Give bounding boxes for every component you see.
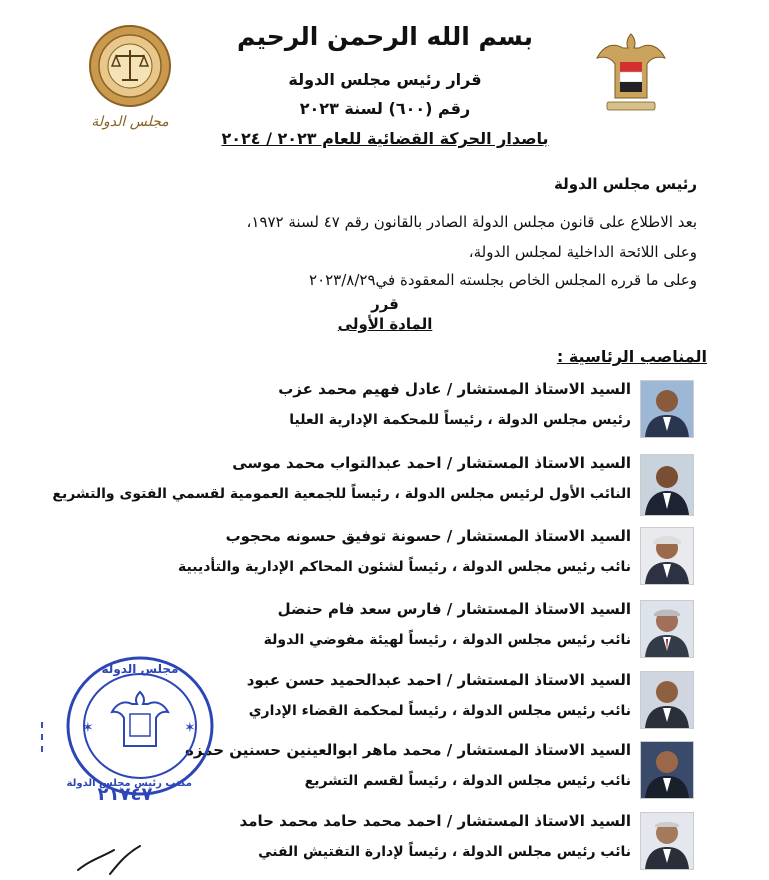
posts-heading: المناصب الرئاسية : [556, 347, 707, 366]
official-role: نائب رئيس مجلس الدولة ، رئيساً لشئون المحاكم الإدارية والتأديبية [178, 559, 631, 575]
article-heading: المادة الأولى [337, 315, 433, 333]
preamble-council-session: وعلى ما قرره المجلس الخاص بجلسته المعقودة في٢٠٢٣/٨/٢٩ [309, 271, 697, 289]
svg-text:✶: ✶ [82, 720, 94, 736]
official-photo [640, 600, 694, 658]
official-name: السيد الاستاذ المستشار / فارس سعد فام حنضل [277, 600, 631, 618]
official-role: نائب رئيس مجلس الدولة ، رئيساً لمحكمة القضاء الإداري [248, 703, 631, 719]
stamp-number: ٢١٧٤٧ [97, 784, 153, 805]
official-photo [640, 741, 694, 799]
official-name: السيد الاستاذ المستشار / احمد عبدالحميد حسن عبود [246, 671, 631, 689]
official-name: السيد الاستاذ المستشار / محمد ماهر ابوالعينين حسنين حمزه [185, 741, 631, 759]
seal-ring-text: مجلس الدولة [101, 662, 179, 676]
decided-label: قرر [371, 295, 399, 313]
official-seal-stamp [60, 652, 220, 804]
appointment-entry [0, 380, 769, 448]
basmala: بسم الله الرحمن الرحيم [237, 22, 533, 51]
official-role: نائب رئيس مجلس الدولة ، رئيساً لقسم التشريع [304, 773, 631, 789]
state-council-logo [84, 22, 176, 142]
official-role: النائب الأول لرئيس مجلس الدولة ، رئيساً للجمعية العمومية لقسمي الفتوى والتشريع [52, 486, 631, 502]
decree-subject: باصدار الحركة القضائية للعام ٢٠٢٣ / ٢٠٢٤ [221, 129, 549, 148]
decree-number: رقم (٦٠٠) لسنة ٢٠٢٣ [299, 99, 471, 118]
seal-office-text: مكتب رئيس مجلس الدولة [66, 778, 192, 789]
sender-line: رئيس مجلس الدولة [554, 175, 697, 193]
logo-caption: مجلس الدولة [91, 114, 169, 130]
official-role: رئيس مجلس الدولة ، رئيساً للمحكمة الإدارية العليا [289, 412, 631, 428]
official-photo [640, 812, 694, 870]
official-photo [640, 380, 694, 438]
appointment-entry [0, 527, 769, 595]
official-role: نائب رئيس مجلس الدولة ، رئيساً لإدارة التفتيش الفني [258, 844, 631, 860]
official-photo [640, 527, 694, 585]
svg-text:✶: ✶ [184, 720, 196, 736]
preamble-regulations: وعلى اللائحة الداخلية لمجلس الدولة، [468, 243, 697, 261]
margin-marks [34, 720, 50, 756]
official-name: السيد الاستاذ المستشار / احمد محمد حامد محمد حامد [239, 812, 631, 830]
official-photo [640, 454, 694, 516]
official-name: السيد الاستاذ المستشار / احمد عبدالتواب محمد موسى [232, 454, 631, 472]
signature [70, 830, 150, 876]
official-name: السيد الاستاذ المستشار / حسونة توفيق حسونه محجوب [225, 527, 631, 545]
official-role: نائب رئيس مجلس الدولة ، رئيساً لهيئة مفوضي الدولة [263, 632, 631, 648]
official-name: السيد الاستاذ المستشار / عادل فهيم محمد عزب [278, 380, 631, 398]
appointment-entry [0, 454, 769, 522]
decree-title: قرار رئيس مجلس الدولة [288, 70, 482, 89]
eagle-emblem [593, 28, 669, 124]
official-photo [640, 671, 694, 729]
preamble-law: بعد الاطلاع على قانون مجلس الدولة الصادر بالقانون رقم ٤٧ لسنة ١٩٧٢، [246, 213, 697, 231]
